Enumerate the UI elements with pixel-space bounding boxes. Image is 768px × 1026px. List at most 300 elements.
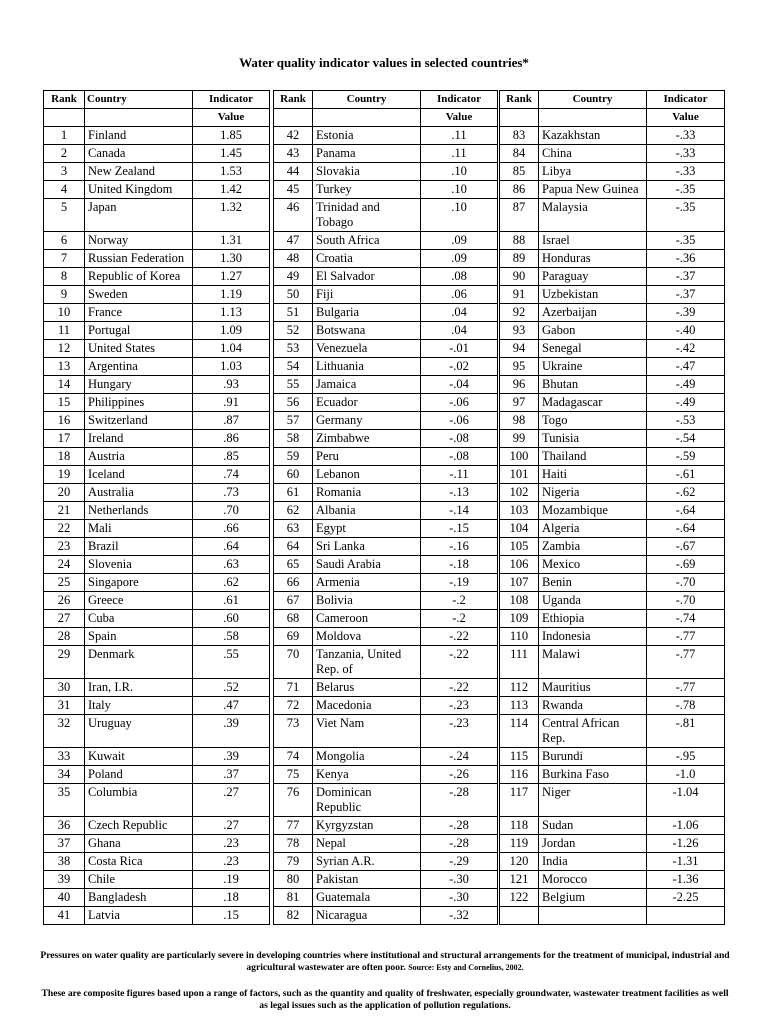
rank-cell: 109 (500, 610, 539, 628)
value-cell: -.95 (647, 748, 725, 766)
rank-cell: 73 (274, 715, 313, 748)
table-row (44, 286, 270, 304)
value-cell: -.08 (421, 448, 498, 466)
table-row (274, 871, 498, 889)
value-cell: .86 (193, 430, 270, 448)
table-row (44, 556, 270, 574)
table-row (274, 766, 498, 784)
rank-cell: 115 (500, 748, 539, 766)
country-cell: Singapore (85, 574, 193, 592)
value-cell: -.33 (647, 145, 725, 163)
rank-cell: 81 (274, 889, 313, 907)
country-cell: Iran, I.R. (85, 679, 193, 697)
country-cell: South Africa (313, 232, 421, 250)
value-cell: .87 (193, 412, 270, 430)
country-cell: Venezuela (313, 340, 421, 358)
country-header: Country (85, 91, 193, 109)
rank-cell: 55 (274, 376, 313, 394)
value-cell: .15 (193, 907, 270, 925)
value-header: Value (421, 109, 498, 127)
value-cell: .04 (421, 304, 498, 322)
country-cell: Jamaica (313, 376, 421, 394)
value-cell: -.77 (647, 628, 725, 646)
value-cell: .55 (193, 646, 270, 679)
value-cell: -.01 (421, 340, 498, 358)
value-cell: -.77 (647, 646, 725, 679)
rank-cell: 93 (500, 322, 539, 340)
country-cell: Senegal (539, 340, 647, 358)
table-row (274, 181, 498, 199)
table-row (44, 646, 270, 679)
country-cell: Spain (85, 628, 193, 646)
value-cell: .09 (421, 232, 498, 250)
rank-cell: 29 (44, 646, 85, 679)
country-cell: Chile (85, 871, 193, 889)
table-row (274, 520, 498, 538)
country-cell: Nigeria (539, 484, 647, 502)
rank-cell: 118 (500, 817, 539, 835)
header-row-sub (274, 109, 498, 127)
rank-cell: 2 (44, 145, 85, 163)
country-cell: Bolivia (313, 592, 421, 610)
table-row (44, 610, 270, 628)
value-cell: -.22 (421, 628, 498, 646)
table-row (44, 322, 270, 340)
rank-cell: 72 (274, 697, 313, 715)
country-cell: Benin (539, 574, 647, 592)
table-row (500, 268, 725, 286)
value-cell: -.06 (421, 412, 498, 430)
table-row (44, 889, 270, 907)
country-cell: Australia (85, 484, 193, 502)
value-cell: -.28 (421, 784, 498, 817)
country-cell: Panama (313, 145, 421, 163)
value-cell: -.28 (421, 817, 498, 835)
country-cell: Burkina Faso (539, 766, 647, 784)
table-row (500, 286, 725, 304)
country-cell: Mexico (539, 556, 647, 574)
value-cell: .85 (193, 448, 270, 466)
country-cell: Lithuania (313, 358, 421, 376)
value-cell: -.16 (421, 538, 498, 556)
rank-cell: 89 (500, 250, 539, 268)
table-row (44, 145, 270, 163)
country-cell: Gabon (539, 322, 647, 340)
rank-cell: 34 (44, 766, 85, 784)
rank-cell: 45 (274, 181, 313, 199)
country-cell: Ukraine (539, 358, 647, 376)
rank-cell: 99 (500, 430, 539, 448)
country-cell: Philippines (85, 394, 193, 412)
value-cell: .61 (193, 592, 270, 610)
rank-cell: 12 (44, 340, 85, 358)
value-cell: -.33 (647, 163, 725, 181)
country-cell: Nicaragua (313, 907, 421, 925)
value-cell: -1.31 (647, 853, 725, 871)
table-row (274, 628, 498, 646)
table-row (274, 697, 498, 715)
rank-cell: 7 (44, 250, 85, 268)
country-cell: Thailand (539, 448, 647, 466)
value-cell: -.13 (421, 484, 498, 502)
table-row (274, 127, 498, 145)
country-cell: Syrian A.R. (313, 853, 421, 871)
rank-cell: 3 (44, 163, 85, 181)
country-header-blank (313, 109, 421, 127)
value-cell (647, 907, 725, 925)
country-cell: Tanzania, United Rep. of (313, 646, 421, 679)
table-row (274, 322, 498, 340)
country-cell: Brazil (85, 538, 193, 556)
value-header: Value (193, 109, 270, 127)
country-cell: Dominican Republic (313, 784, 421, 817)
country-cell: Mongolia (313, 748, 421, 766)
rank-cell: 6 (44, 232, 85, 250)
ranking-table-2 (273, 90, 498, 925)
value-header: Value (647, 109, 725, 127)
table-row (500, 199, 725, 232)
value-cell: .10 (421, 199, 498, 232)
rank-cell: 78 (274, 835, 313, 853)
rank-cell: 110 (500, 628, 539, 646)
table-row (500, 484, 725, 502)
table-row (274, 646, 498, 679)
table-row (500, 592, 725, 610)
value-cell: -.18 (421, 556, 498, 574)
value-cell: -.19 (421, 574, 498, 592)
value-cell: 1.42 (193, 181, 270, 199)
table-row (274, 340, 498, 358)
table-row (500, 784, 725, 817)
table-row (500, 412, 725, 430)
value-cell: -.36 (647, 250, 725, 268)
value-cell: -.2 (421, 610, 498, 628)
table-row (500, 817, 725, 835)
rank-cell: 79 (274, 853, 313, 871)
country-cell: Russian Federation (85, 250, 193, 268)
rank-cell: 111 (500, 646, 539, 679)
rank-cell: 60 (274, 466, 313, 484)
rank-cell: 39 (44, 871, 85, 889)
country-cell: Greece (85, 592, 193, 610)
country-cell: Kenya (313, 766, 421, 784)
table-row (274, 358, 498, 376)
table-row (500, 394, 725, 412)
table-row (274, 412, 498, 430)
rank-cell: 108 (500, 592, 539, 610)
value-cell: .66 (193, 520, 270, 538)
rank-cell: 32 (44, 715, 85, 748)
value-cell: .60 (193, 610, 270, 628)
country-cell: Netherlands (85, 502, 193, 520)
country-cell: Libya (539, 163, 647, 181)
header-row (44, 91, 270, 109)
rank-cell: 77 (274, 817, 313, 835)
rank-cell: 86 (500, 181, 539, 199)
value-cell: .27 (193, 817, 270, 835)
rank-cell: 120 (500, 853, 539, 871)
table-row (44, 817, 270, 835)
value-cell: -.61 (647, 466, 725, 484)
country-cell: Cameroon (313, 610, 421, 628)
value-cell: -.70 (647, 574, 725, 592)
country-cell: Mauritius (539, 679, 647, 697)
rank-cell: 35 (44, 784, 85, 817)
country-cell: Zambia (539, 538, 647, 556)
value-cell: -.14 (421, 502, 498, 520)
country-cell: Latvia (85, 907, 193, 925)
rank-cell: 38 (44, 853, 85, 871)
value-cell: -.30 (421, 889, 498, 907)
rank-cell: 74 (274, 748, 313, 766)
rank-header-blank (500, 109, 539, 127)
table-row (274, 817, 498, 835)
value-cell: -.30 (421, 871, 498, 889)
country-cell: Bhutan (539, 376, 647, 394)
table-row (44, 715, 270, 748)
table-row (44, 766, 270, 784)
value-cell: .06 (421, 286, 498, 304)
country-cell: Cuba (85, 610, 193, 628)
value-cell: 1.19 (193, 286, 270, 304)
rank-cell: 19 (44, 466, 85, 484)
rank-cell: 41 (44, 907, 85, 925)
rank-cell: 65 (274, 556, 313, 574)
rank-cell: 4 (44, 181, 85, 199)
table-row (44, 574, 270, 592)
rank-cell (500, 907, 539, 925)
rank-cell: 76 (274, 784, 313, 817)
rank-cell: 96 (500, 376, 539, 394)
table-row (274, 304, 498, 322)
value-cell: -.37 (647, 286, 725, 304)
rank-cell: 100 (500, 448, 539, 466)
rank-cell: 101 (500, 466, 539, 484)
country-cell: Italy (85, 697, 193, 715)
table-row (500, 250, 725, 268)
rank-cell: 117 (500, 784, 539, 817)
rank-cell: 107 (500, 574, 539, 592)
rank-cell: 37 (44, 835, 85, 853)
table-row (44, 376, 270, 394)
country-cell: France (85, 304, 193, 322)
table-row (44, 853, 270, 871)
table-row (44, 268, 270, 286)
value-cell: -.26 (421, 766, 498, 784)
value-cell: -.22 (421, 679, 498, 697)
rank-header: Rank (274, 91, 313, 109)
rank-cell: 27 (44, 610, 85, 628)
country-cell: Moldova (313, 628, 421, 646)
header-row (500, 91, 725, 109)
country-cell: Togo (539, 412, 647, 430)
value-cell: -.67 (647, 538, 725, 556)
value-cell: .19 (193, 871, 270, 889)
rank-cell: 61 (274, 484, 313, 502)
value-cell: -.22 (421, 646, 498, 679)
value-cell: .62 (193, 574, 270, 592)
country-cell: Slovenia (85, 556, 193, 574)
table-row (274, 466, 498, 484)
value-cell: -.77 (647, 679, 725, 697)
table-row (44, 412, 270, 430)
country-cell: Turkey (313, 181, 421, 199)
rank-header: Rank (500, 91, 539, 109)
value-cell: .10 (421, 163, 498, 181)
value-cell: .93 (193, 376, 270, 394)
country-cell: Portugal (85, 322, 193, 340)
value-cell: .27 (193, 784, 270, 817)
table-row (44, 199, 270, 232)
value-cell: .18 (193, 889, 270, 907)
value-cell: -.28 (421, 835, 498, 853)
table-row (500, 376, 725, 394)
rank-cell: 97 (500, 394, 539, 412)
table-row (44, 784, 270, 817)
value-cell: -.15 (421, 520, 498, 538)
rank-cell: 16 (44, 412, 85, 430)
value-cell: -.29 (421, 853, 498, 871)
rank-cell: 82 (274, 907, 313, 925)
rank-cell: 43 (274, 145, 313, 163)
country-cell: Czech Republic (85, 817, 193, 835)
rank-cell: 23 (44, 538, 85, 556)
rank-cell: 80 (274, 871, 313, 889)
rank-cell: 51 (274, 304, 313, 322)
table-row (44, 466, 270, 484)
country-cell: Tunisia (539, 430, 647, 448)
country-cell: Uganda (539, 592, 647, 610)
rank-cell: 31 (44, 697, 85, 715)
country-cell: Lebanon (313, 466, 421, 484)
value-cell: .10 (421, 181, 498, 199)
rank-header: Rank (44, 91, 85, 109)
rank-cell: 28 (44, 628, 85, 646)
table-row (44, 430, 270, 448)
table-row (274, 250, 498, 268)
value-cell: -1.06 (647, 817, 725, 835)
page-title: Water quality indicator values in selected countries* (239, 55, 529, 70)
value-cell: -.37 (647, 268, 725, 286)
country-cell: Israel (539, 232, 647, 250)
rank-cell: 92 (500, 304, 539, 322)
rank-cell: 59 (274, 448, 313, 466)
country-cell: Iceland (85, 466, 193, 484)
table-row (44, 835, 270, 853)
rank-header-blank (44, 109, 85, 127)
country-cell: Ecuador (313, 394, 421, 412)
table-row (274, 748, 498, 766)
table-row (500, 520, 725, 538)
value-cell: -2.25 (647, 889, 725, 907)
country-cell: Canada (85, 145, 193, 163)
rank-cell: 116 (500, 766, 539, 784)
rank-cell: 66 (274, 574, 313, 592)
rank-cell: 103 (500, 502, 539, 520)
country-cell: Sudan (539, 817, 647, 835)
rank-cell: 67 (274, 592, 313, 610)
country-cell: Finland (85, 127, 193, 145)
value-cell: -.04 (421, 376, 498, 394)
country-cell: Zimbabwe (313, 430, 421, 448)
rank-cell: 83 (500, 127, 539, 145)
table-row (500, 766, 725, 784)
country-cell: Uzbekistan (539, 286, 647, 304)
value-cell: -.32 (421, 907, 498, 925)
rank-cell: 49 (274, 268, 313, 286)
value-cell: .91 (193, 394, 270, 412)
value-cell: -.23 (421, 697, 498, 715)
rank-cell: 40 (44, 889, 85, 907)
table-row (500, 679, 725, 697)
header-row (274, 91, 498, 109)
country-cell: Malawi (539, 646, 647, 679)
value-cell: -.59 (647, 448, 725, 466)
rank-cell: 53 (274, 340, 313, 358)
table-row (500, 871, 725, 889)
country-cell: Jordan (539, 835, 647, 853)
country-cell: Peru (313, 448, 421, 466)
country-cell: Trinidad and Tobago (313, 199, 421, 232)
country-cell: Macedonia (313, 697, 421, 715)
rank-cell: 22 (44, 520, 85, 538)
rank-cell: 20 (44, 484, 85, 502)
value-cell: -.74 (647, 610, 725, 628)
rank-cell: 85 (500, 163, 539, 181)
table-row (44, 127, 270, 145)
value-cell: .52 (193, 679, 270, 697)
table-row (500, 628, 725, 646)
table-row (274, 268, 498, 286)
country-cell: Norway (85, 232, 193, 250)
value-cell: 1.30 (193, 250, 270, 268)
table-row (500, 556, 725, 574)
country-cell: Kuwait (85, 748, 193, 766)
rank-cell: 24 (44, 556, 85, 574)
country-cell: India (539, 853, 647, 871)
country-cell: Belarus (313, 679, 421, 697)
value-cell: 1.27 (193, 268, 270, 286)
country-cell: Algeria (539, 520, 647, 538)
value-cell: -1.04 (647, 784, 725, 817)
rank-cell: 56 (274, 394, 313, 412)
table-row (274, 448, 498, 466)
rank-cell: 33 (44, 748, 85, 766)
table-row (500, 889, 725, 907)
value-cell: .23 (193, 835, 270, 853)
value-cell: .47 (193, 697, 270, 715)
table-row (274, 679, 498, 697)
table-row (274, 610, 498, 628)
rank-cell: 10 (44, 304, 85, 322)
value-cell: 1.31 (193, 232, 270, 250)
value-cell: .73 (193, 484, 270, 502)
table-row (274, 853, 498, 871)
country-cell: Indonesia (539, 628, 647, 646)
table-row (500, 646, 725, 679)
country-cell: Japan (85, 199, 193, 232)
rank-cell: 44 (274, 163, 313, 181)
rank-cell: 122 (500, 889, 539, 907)
value-cell: -.78 (647, 697, 725, 715)
country-cell: Ireland (85, 430, 193, 448)
footnote-pressures (40, 950, 730, 974)
country-cell: Saudi Arabia (313, 556, 421, 574)
country-cell: Malaysia (539, 199, 647, 232)
country-cell: Argentina (85, 358, 193, 376)
country-cell: Ghana (85, 835, 193, 853)
country-cell: Madagascar (539, 394, 647, 412)
